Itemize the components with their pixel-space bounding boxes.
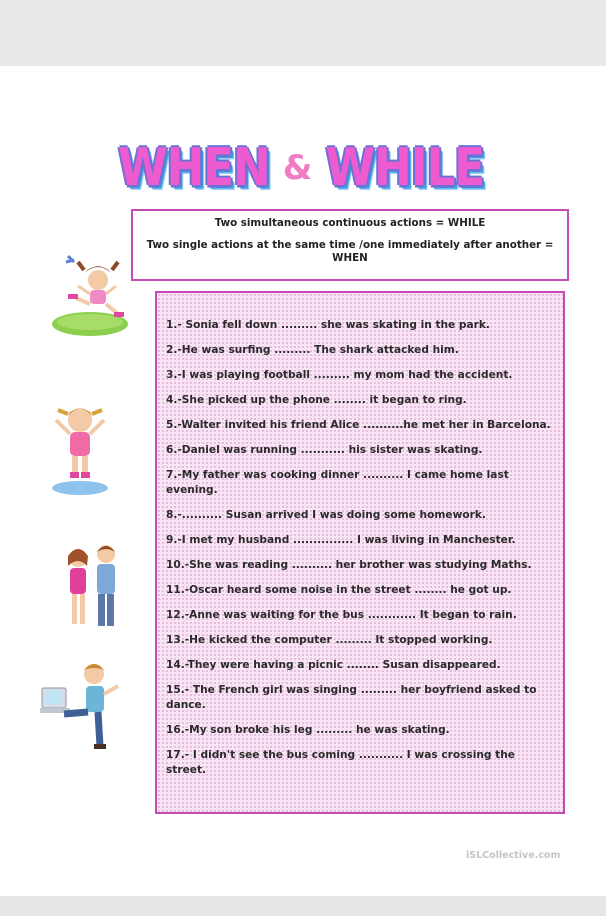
exercise-item: 16.-My son broke his leg ......... he was skating.	[166, 724, 450, 736]
exercise-item: 7.-My father was cooking dinner .......... I came home last evening.	[166, 469, 509, 496]
title-while: WHILE	[325, 136, 484, 198]
exercise-item: 2.-He was surfing ......... The shark attacked him.	[166, 344, 459, 356]
exercise-item: 9.-I met my husband ............... I was living in Manchester.	[166, 534, 516, 546]
exercise-item: 1.- Sonia fell down ......... she was skating in the park.	[166, 319, 490, 331]
exercise-item: 12.-Anne was waiting for the bus ............ It began to rain.	[166, 609, 517, 621]
top-bar	[0, 0, 606, 66]
boy-kicking-computer-icon	[38, 660, 128, 756]
exercise-item: 14.-They were having a picnic ........ Susan disappeared.	[166, 659, 501, 671]
exercise-item: 8.-.......... Susan arrived I was doing some homework.	[166, 509, 486, 521]
exercise-item: 6.-Daniel was running ........... his sister was skating.	[166, 444, 483, 456]
exercise-item: 4.-She picked up the phone ........ it began to ring.	[166, 394, 467, 406]
exercise-item: 11.-Oscar heard some noise in the street ........ he got up.	[166, 584, 512, 596]
exercise-list	[166, 318, 556, 788]
exercise-item: 3.-I was playing football ......... my mom had the accident.	[166, 369, 513, 381]
exercise-item: 15.- The French girl was singing ......... her boyfriend asked to dance.	[166, 684, 537, 711]
exercise-item: 17.- I didn't see the bus coming ........... I was crossing the street.	[166, 749, 515, 776]
rule-box	[131, 209, 569, 281]
exercise-item: 10.-She was reading .......... her brother was studying Maths.	[166, 559, 532, 571]
couple-icon	[60, 540, 128, 636]
girl-jumping-icon	[48, 400, 112, 498]
rule-while: Two simultaneous continuous actions = WHILE	[214, 217, 486, 229]
bottom-bar	[0, 896, 606, 916]
watermark: iSLCollective.com	[466, 850, 561, 861]
exercise-box	[155, 291, 565, 814]
girl-skating-icon	[46, 248, 132, 340]
worksheet-title	[76, 136, 526, 200]
exercise-item: 5.-Walter invited his friend Alice ..........he met her in Barcelona.	[166, 419, 551, 431]
title-when: WHEN	[117, 136, 270, 198]
exercise-item: 13.-He kicked the computer ......... It stopped working.	[166, 634, 493, 646]
title-ampersand: &	[282, 148, 313, 188]
rule-when: Two single actions at the same time /one immediately after another = WHEN	[146, 239, 554, 264]
